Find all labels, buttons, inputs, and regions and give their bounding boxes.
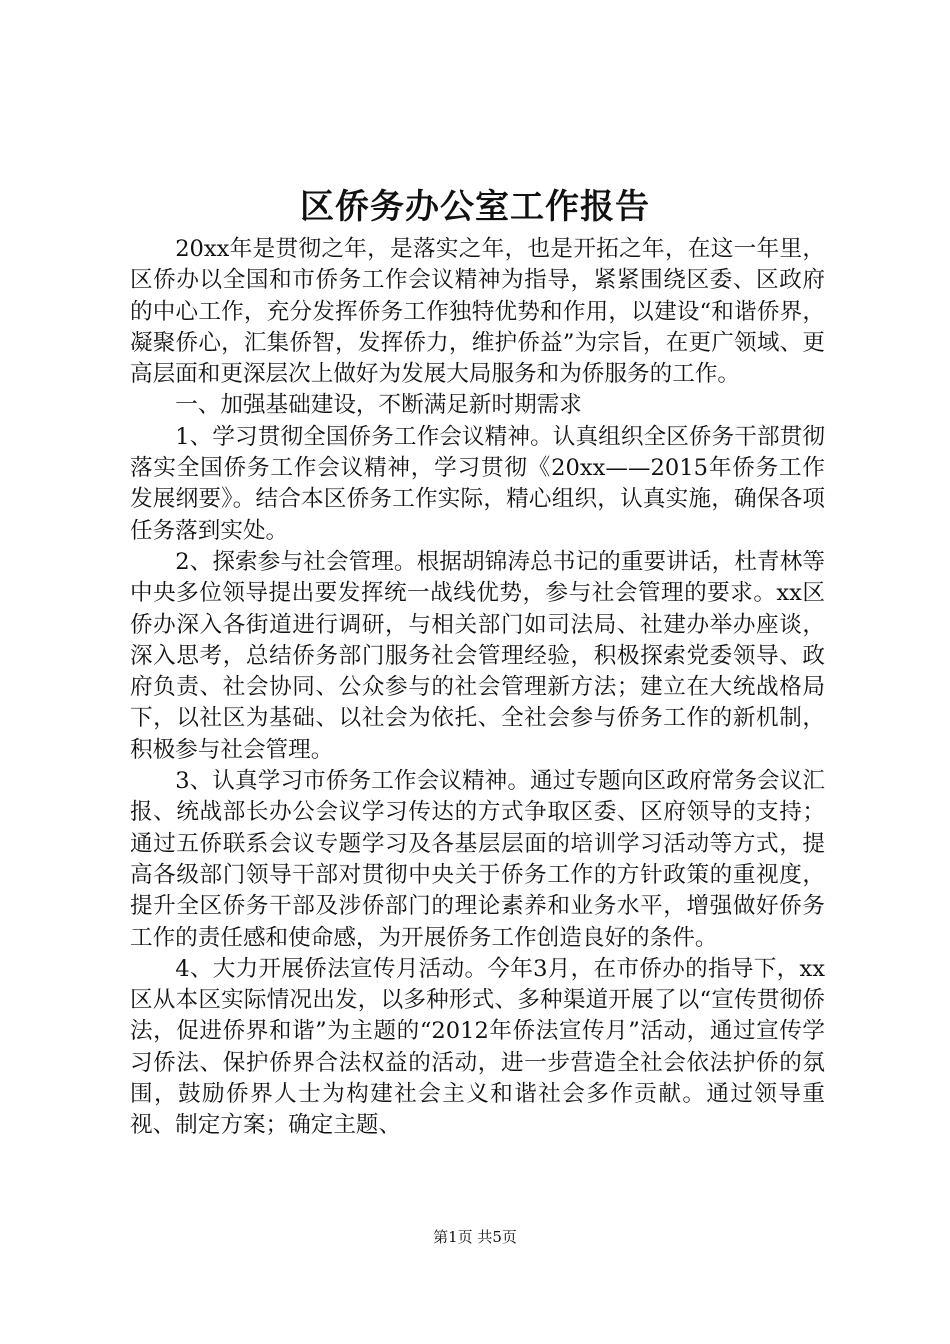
paragraph-item-2: 2、探索参与社会管理。根据胡锦涛总书记的重要讲话，杜青林等中央多位领导提出要发挥统一战线优势，参与社会管理的要求。xx区侨办深入各街道进行调研，与相关部门如司法局、社建办举办座谈，深入思考，总结侨务部门服务社会管理经验，积极探索党委领导、政府负责、社会协同、公众参与的社会管理新方法；建立在大统战格局下，以社区为基础、以社会为依托、全社会参与侨务工作的新机制，积极参与社会管理。 [130, 548, 825, 763]
paragraph-intro: 20xx年是贯彻之年，是落实之年，也是开拓之年，在这一年里，区侨办以全国和市侨务工作会议精神为指导，紧紧围绕区委、区政府的中心工作，充分发挥侨务工作独特优势和作用，以建设“和谐侨界，凝聚侨心，汇集侨智，发挥侨力，维护侨益”为宗旨，在更广领域、更高层面和更深层次上做好为发展大局服务和为侨服务的工作。 [130, 236, 825, 388]
paragraph-item-1: 1、学习贯彻全国侨务工作会议精神。认真组织全区侨务干部贯彻落实全国侨务工作会议精神，学习贯彻《20xx——2015年侨务工作发展纲要》。结合本区侨务工作实际，精心组织，认真实施，确保各项任务落到实处。 [130, 423, 825, 544]
document-title: 区侨务办公室工作报告 [300, 187, 650, 227]
document-body [130, 234, 825, 1142]
section-heading-1: 一、加强基础建设，不断满足新时期需求 [175, 392, 582, 419]
paragraph-item-3: 3、认真学习市侨务工作会议精神。通过专题向区政府常务会议汇报、统战部长办公会议学习传达的方式争取区委、区府领导的支持；通过五侨联系会议专题学习及各基层层面的培训学习活动等方式，提高各级部门领导干部对贯彻中央关于侨务工作的方针政策的重视度，提升全区侨务干部及涉侨部门的理论素养和业务水平，增强做好侨务工作的责任感和使命感，为开展侨务工作创造良好的条件。 [130, 768, 825, 951]
paragraph-item-4: 4、大力开展侨法宣传月活动。今年3月，在市侨办的指导下，xx区从本区实际情况出发，以多种形式、多种渠道开展了以“宣传贯彻侨法，促进侨界和谐”为主题的“2012年侨法宣传月”活动，通过宣传学习侨法、保护侨界合法权益的活动，进一步营造全社会依法护侨的氛围，鼓励侨界人士为构建社会主义和谐社会多作贡献。通过领导重视、制定方案；确定主题、 [130, 955, 825, 1139]
page-number-footer: 第1页 共5页 [433, 1228, 517, 1246]
